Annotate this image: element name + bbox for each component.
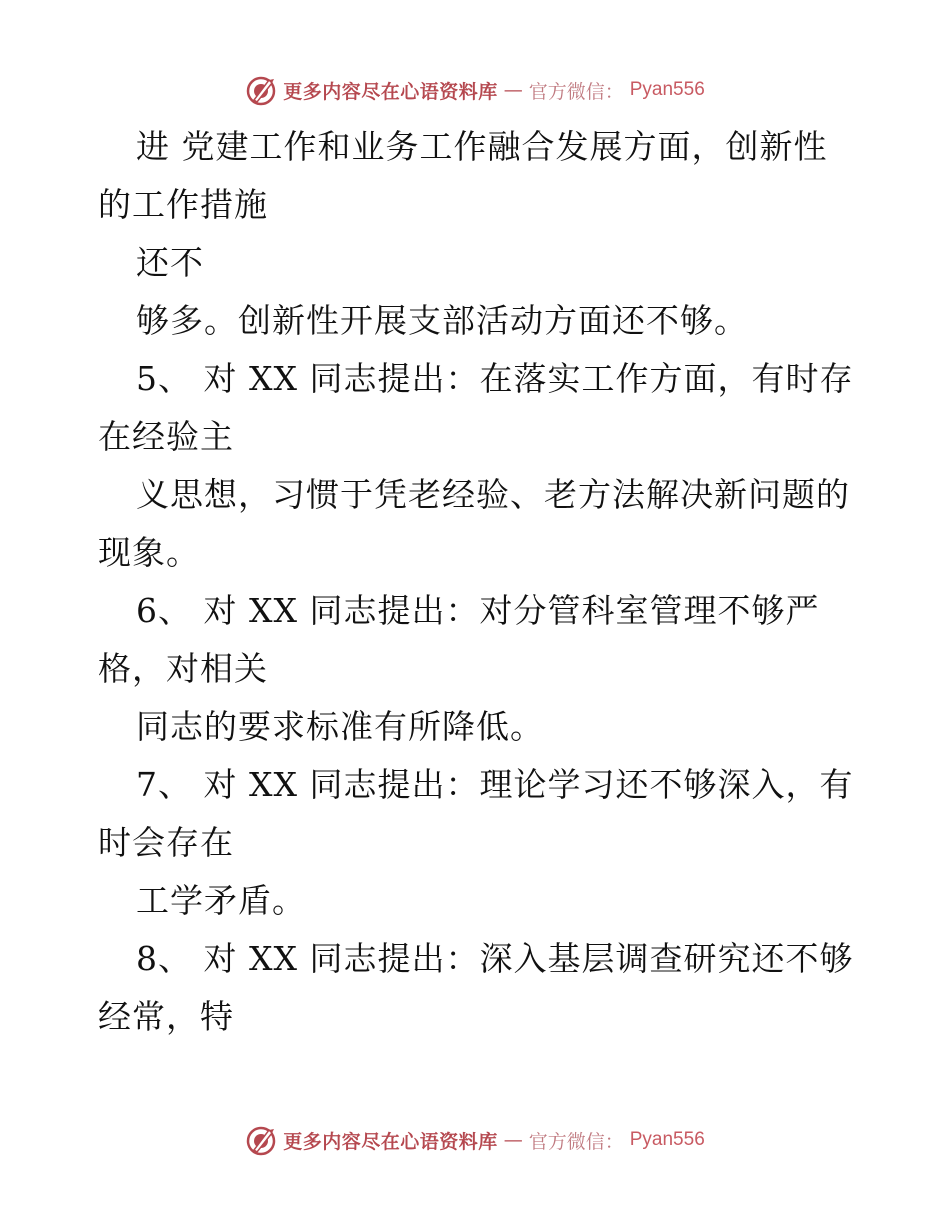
text-line: 8、 对 XX 同志提出：深入基层调查研究还不够 [136, 939, 854, 978]
text-line: 格，对相关 [98, 649, 268, 688]
banner-wechat-label: 官方微信： [528, 1130, 624, 1153]
document-body [98, 118, 858, 1046]
text-line: 进 党建工作和业务工作融合发展方面，创新性 [136, 127, 828, 166]
text-line: 5、 对 XX 同志提出：在落实工作方面，有时存 [136, 359, 854, 398]
pen-logo-icon [245, 1124, 277, 1156]
banner-dash: — [503, 79, 523, 101]
text-line: 现象。 [98, 533, 200, 572]
text-line: 还不 [136, 243, 204, 282]
banner-brand: 更多内容尽在心语资料库 [283, 1130, 498, 1153]
banner-brand: 更多内容尽在心语资料库 [283, 80, 498, 103]
banner-wechat-label: 官方微信： [528, 80, 624, 103]
header-banner [0, 70, 950, 110]
text-line: 经常，特 [98, 997, 234, 1036]
text-line: 工学矛盾。 [136, 881, 306, 920]
text-line: 时会存在 [98, 823, 234, 862]
text-line: 同志的要求标准有所降低。 [136, 707, 544, 746]
banner-wechat-id: Pyan556 [629, 1129, 705, 1150]
text-line: 的工作措施 [98, 185, 268, 224]
banner-wechat-id: Pyan556 [629, 79, 705, 100]
text-line: 义思想，习惯于凭老经验、老方法解决新问题的 [136, 475, 850, 514]
text-line: 在经验主 [98, 417, 234, 456]
text-line: 够多。创新性开展支部活动方面还不够。 [136, 301, 748, 340]
text-line: 7、 对 XX 同志提出：理论学习还不够深入，有 [136, 765, 854, 804]
footer-banner [0, 1120, 950, 1160]
text-line: 6、 对 XX 同志提出：对分管科室管理不够严 [136, 591, 820, 630]
banner-dash: — [503, 1129, 523, 1151]
pen-logo-icon [245, 74, 277, 106]
